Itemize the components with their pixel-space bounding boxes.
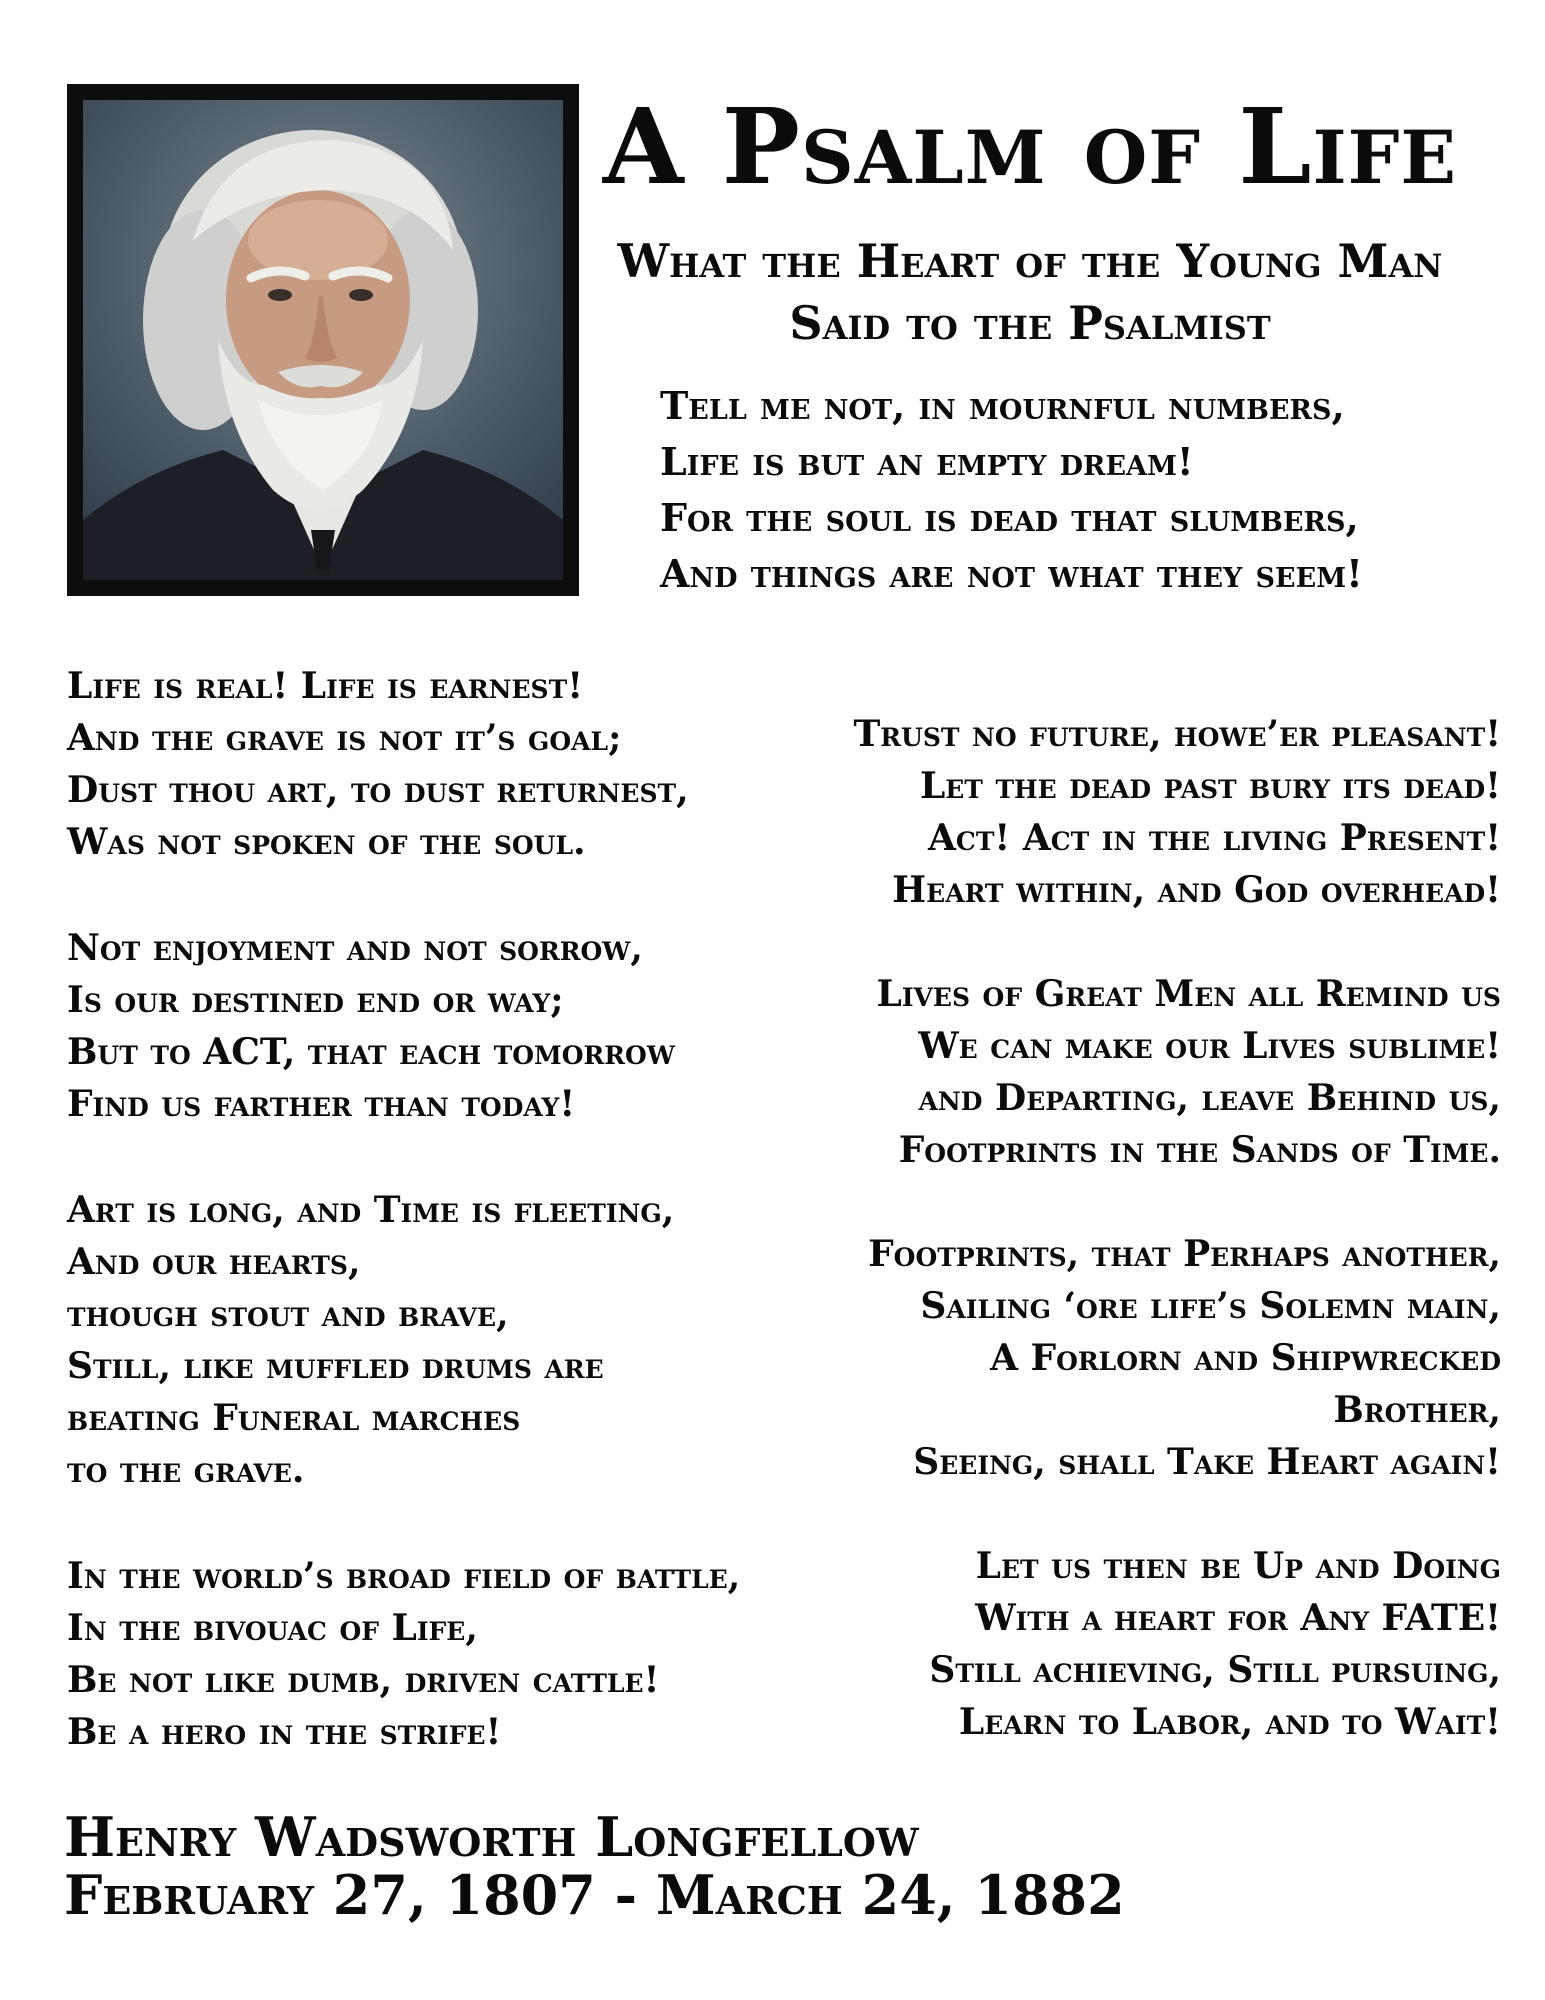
poem-line: With a heart for Any FATE! bbox=[975, 1597, 1501, 1639]
poem-line: Footprints in the Sands of Time. bbox=[898, 1129, 1501, 1171]
poem-line: And the grave is not it’s goal; bbox=[67, 717, 622, 759]
poem-line: Sailing ‘ore life’s Solemn main, bbox=[920, 1285, 1501, 1327]
poem-line: And things are not what they seem! bbox=[660, 551, 1363, 596]
poem-line: Be not like dumb, driven cattle! bbox=[67, 1659, 660, 1701]
poem-line: Trust no future, howe’er pleasant! bbox=[853, 713, 1501, 755]
poem-line: Let us then be Up and Doing bbox=[975, 1545, 1501, 1587]
portrait-illustration bbox=[83, 100, 563, 580]
poem-line: Brother, bbox=[1333, 1389, 1501, 1431]
poem-line: Be a hero in the strife! bbox=[67, 1711, 502, 1753]
poem-line: Still achieving, Still pursuing, bbox=[929, 1649, 1501, 1691]
poem-line: beating Funeral marches bbox=[67, 1397, 521, 1439]
stanza-intro bbox=[660, 378, 1363, 602]
poem-line: Footprints, that Perhaps another, bbox=[868, 1233, 1501, 1275]
poem-line: Tell me not, in mournful numbers, bbox=[660, 383, 1345, 428]
stanza-left-1 bbox=[67, 660, 689, 868]
poem-line: Find us farther than today! bbox=[67, 1083, 576, 1125]
poem-line: Act! Act in the living Present! bbox=[928, 817, 1501, 859]
stanza-right-2 bbox=[877, 968, 1502, 1176]
poem-line: In the world’s broad field of battle, bbox=[67, 1555, 741, 1597]
poem-line: And our hearts, bbox=[67, 1241, 361, 1283]
poem-line: A Forlorn and Shipwrecked bbox=[990, 1337, 1501, 1379]
poem-line: Dust thou art, to dust returnest, bbox=[67, 769, 689, 811]
stanza-right-1 bbox=[853, 708, 1501, 916]
poem-line: Let the dead past bury its dead! bbox=[919, 765, 1501, 807]
poem-line: Life is real! Life is earnest! bbox=[67, 665, 583, 707]
stanza-right-4 bbox=[929, 1540, 1501, 1748]
poem-line: Is our destined end or way; bbox=[67, 979, 564, 1021]
stanza-left-3 bbox=[67, 1184, 674, 1496]
stanza-right-3 bbox=[868, 1228, 1501, 1488]
poem-line: Life is but an empty dream! bbox=[660, 439, 1194, 484]
author-credit bbox=[64, 1805, 1125, 1927]
stanza-left-4 bbox=[67, 1550, 740, 1758]
author-name: Henry Wadsworth Longfellow bbox=[64, 1805, 919, 1869]
poem-line: Lives of Great Men all Remind us bbox=[876, 973, 1501, 1015]
subtitle-line: What the Heart of the Young Man bbox=[617, 234, 1443, 288]
author-portrait-image bbox=[83, 100, 563, 580]
poem-line: Still, like muffled drums are bbox=[67, 1345, 604, 1387]
poem-line: But to ACT, that each tomorrow bbox=[67, 1031, 675, 1073]
poem-title: A Psalm of Life bbox=[602, 85, 1458, 208]
poem-line: For the soul is dead that slumbers, bbox=[660, 495, 1359, 540]
subtitle-line: Said to the Psalmist bbox=[789, 296, 1271, 350]
poem-line: Was not spoken of the soul. bbox=[67, 821, 586, 863]
poem-line: Heart within, and God overhead! bbox=[892, 869, 1501, 911]
author-dates: February 27, 1807 - March 24, 1882 bbox=[64, 1863, 1125, 1927]
poem-subtitle bbox=[590, 230, 1470, 354]
poem-line: though stout and brave, bbox=[67, 1293, 509, 1335]
poem-line: Not enjoyment and not sorrow, bbox=[67, 927, 643, 969]
poem-line: to the grave. bbox=[67, 1449, 305, 1491]
stanza-left-2 bbox=[67, 922, 675, 1130]
poem-line: Learn to Labor, and to Wait! bbox=[958, 1701, 1501, 1743]
poem-line: and Departing, leave Behind us, bbox=[918, 1077, 1501, 1119]
poem-line: Art is long, and Time is fleeting, bbox=[67, 1189, 675, 1231]
poem-line: In the bivouac of Life, bbox=[67, 1607, 478, 1649]
poem-line: We can make our Lives sublime! bbox=[918, 1025, 1501, 1067]
poem-line: Seeing, shall Take Heart again! bbox=[913, 1441, 1501, 1483]
portrait-frame bbox=[67, 84, 579, 596]
